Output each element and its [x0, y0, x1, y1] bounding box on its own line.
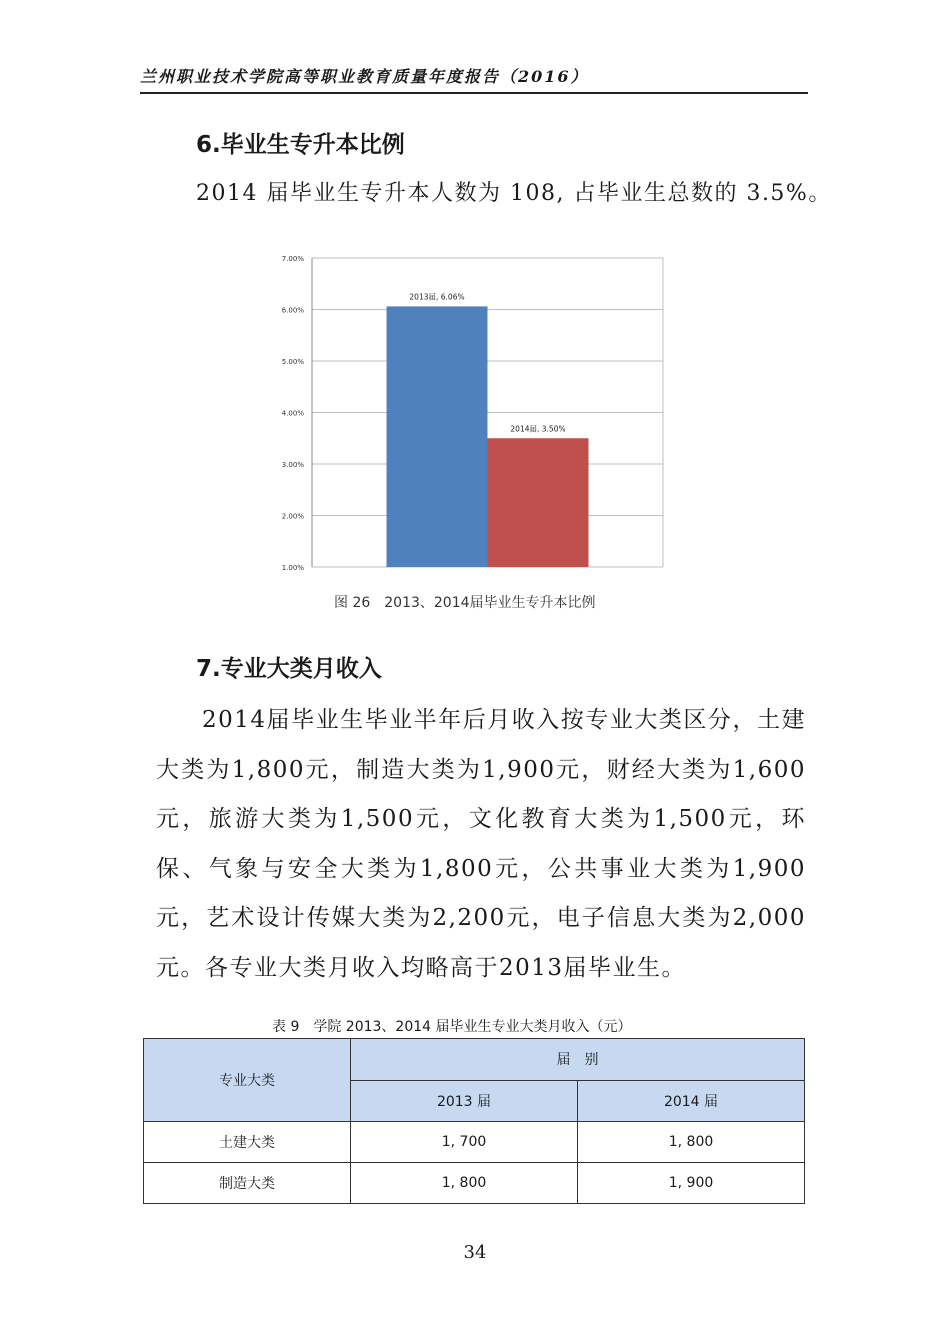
section-6-paragraph: 2014 届毕业生专升本人数为 108, 占毕业生总数的 3.5%。 — [196, 181, 832, 206]
y-tick-label: 3.00% — [281, 461, 304, 469]
row-2014-value: 1, 800 — [578, 1122, 805, 1163]
y-tick-label: 6.00% — [281, 306, 304, 315]
section-7-paragraph: 2014届毕业生毕业半年后月收入按专业大类区分，土建大类为1,800元，制造大类为1,900元，财经大类为1,600元，旅游大类为1,500元，文化教育大类为1,500元，环保、气象与安全大类为1,800元，公共事业大类为1,900元，艺术设计传媒大类为2,200元，电子信息大类为2,000元。各专业大类月收入均略高于2013届毕业生。 — [156, 707, 806, 981]
y-tick-label: 1.00% — [281, 564, 304, 572]
row-2014-value: 1, 900 — [578, 1163, 805, 1204]
row-major: 制造大类 — [144, 1163, 351, 1204]
section-7-heading: 7.专业大类月收入 — [196, 656, 382, 682]
col-header-group: 届 别 — [351, 1039, 805, 1081]
row-2013-value: 1, 800 — [351, 1163, 578, 1204]
table-row — [144, 1163, 805, 1204]
table-row — [144, 1122, 805, 1163]
page-number: 34 — [463, 1242, 487, 1263]
y-tick-label: 2.00% — [281, 512, 304, 521]
bar-0 — [387, 306, 488, 567]
row-2013-value: 1, 700 — [351, 1122, 578, 1163]
income-table — [143, 1038, 805, 1204]
y-tick-label: 4.00% — [281, 409, 304, 418]
bar-chart — [270, 245, 680, 580]
bar-1 — [488, 438, 589, 567]
chart — [270, 245, 680, 584]
running-header: 兰州职业技术学院高等职业教育质量年度报告（2016） — [140, 64, 808, 94]
data-label: 2013届, 6.06% — [409, 292, 465, 302]
data-label: 2014届, 3.50% — [510, 424, 566, 434]
col-header-major: 专业大类 — [144, 1039, 351, 1122]
section-6-heading: 6.毕业生专升本比例 — [196, 132, 405, 158]
y-tick-label: 5.00% — [281, 358, 304, 366]
table-caption: 表 9 学院 2013、2014 届毕业生专业大类月收入（元） — [272, 1019, 632, 1035]
col-header-2013: 2013 届 — [351, 1080, 578, 1122]
figure-caption: 图 26 2013、2014届毕业生专升本比例 — [334, 595, 596, 611]
y-tick-label: 7.00% — [281, 255, 304, 263]
col-header-2014: 2014 届 — [578, 1080, 805, 1122]
row-major: 土建大类 — [144, 1122, 351, 1163]
